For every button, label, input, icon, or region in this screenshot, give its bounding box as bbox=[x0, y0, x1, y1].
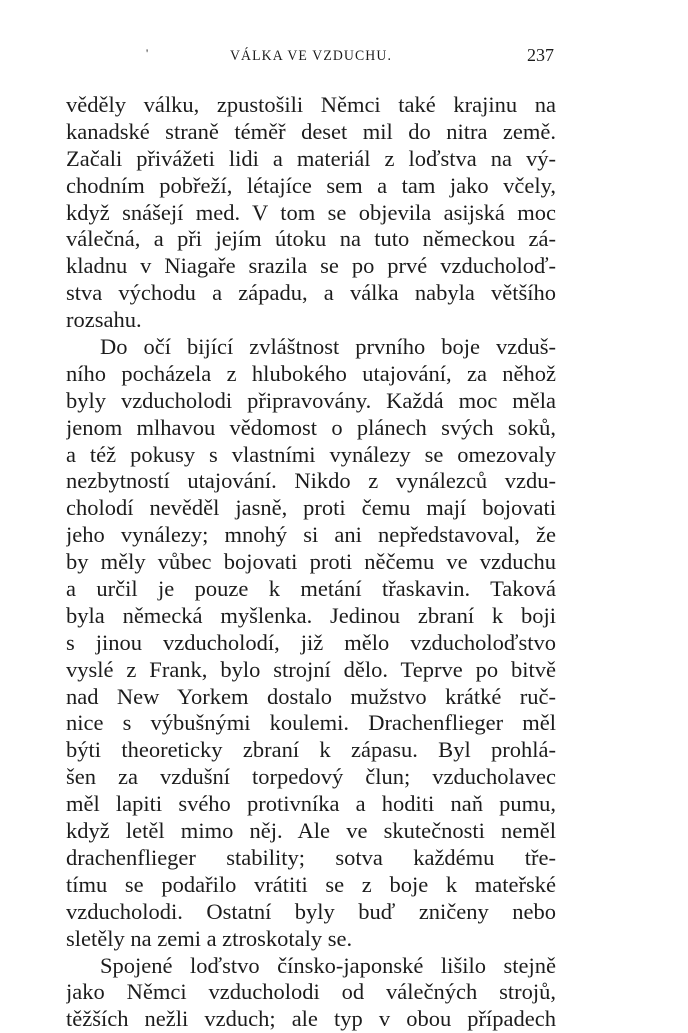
text-line: nad New Yorkem dostalo mužstvo krátké ruč- bbox=[66, 683, 556, 709]
page-header bbox=[66, 44, 556, 70]
text-line: Spojené loďstvo čínsko-japonské lišilo stejně bbox=[100, 952, 556, 978]
text-line: jenom mlhavou vědomost o plánech svých soků, bbox=[66, 414, 556, 440]
text-line: když snášejí med. V tom se objevila asijská moc bbox=[66, 199, 556, 225]
text-line: drachenflieger stability; sotva každému tře- bbox=[66, 844, 556, 870]
text-line: kanadské straně téměř deset mil do nitra země. bbox=[66, 118, 556, 144]
text-line: vzducholodi. Ostatní byly buď zničeny nebo bbox=[66, 898, 556, 924]
text-line: vyslé z Frank, bylo strojní dělo. Teprve po bitvě bbox=[66, 656, 556, 682]
text-line: byly vzducholodi připravovány. Každá moc měla bbox=[66, 387, 556, 413]
body-text bbox=[66, 92, 556, 1033]
running-head: VÁLKA VE VZDUCHU. bbox=[229, 48, 393, 64]
text-line: a též pokusy s vlastními vynálezy se omezovaly bbox=[66, 441, 556, 467]
text-line: těžších nežli vzduch; ale typ v obou případech bbox=[66, 1006, 556, 1032]
text-line: cholodí nevěděl jasně, proti čemu mají bojovati bbox=[66, 495, 556, 521]
text-line: a určil je pouze k metání třaskavin. Taková bbox=[66, 576, 556, 602]
text-line: jeho vynálezy; mnohý si ani nepředstavoval, že bbox=[66, 522, 556, 548]
text-line: stva východu a západu, a válka nabyla většího bbox=[66, 280, 556, 306]
text-line: kladnu v Niagaře srazila se po prvé vzducholoď- bbox=[66, 253, 556, 279]
text-line: věděly válku, zpustošili Němci také krajinu na bbox=[66, 92, 556, 117]
text-line: Do očí bijící zvláštnost prvního boje vzduš- bbox=[100, 334, 556, 360]
text-line: by měly vůbec bojovati proti něčemu ve vzduchu bbox=[66, 549, 556, 575]
text-line: měl lapiti svého protivníka a hoditi naň pumu, bbox=[66, 791, 556, 817]
page-number: 237 bbox=[527, 45, 554, 65]
header-mark: ' bbox=[146, 46, 149, 60]
text-line: nezbytností utajování. Nikdo z vynálezců vzdu- bbox=[66, 468, 556, 494]
text-line: jako Němci vzducholodi od válečných strojů, bbox=[66, 979, 556, 1005]
text-line: rozsahu. bbox=[66, 307, 142, 333]
text-line: tímu se podařilo vrátiti se z boje k mateřské bbox=[66, 871, 556, 897]
text-line: býti theoreticky zbraní k zápasu. Byl prohlá- bbox=[66, 737, 556, 763]
text-line: když letěl mimo něj. Ale ve skutečnosti neměl bbox=[66, 818, 556, 844]
text-line: válečná, a při jejím útoku na tuto německou zá- bbox=[66, 226, 556, 252]
text-line: chodním pobřeží, létajíce sem a tam jako včely, bbox=[66, 172, 556, 198]
text-line: šen za vzdušní torpedový člun; vzducholavec bbox=[66, 764, 556, 790]
text-line: byla německá myšlenka. Jedinou zbraní k boji bbox=[66, 602, 556, 628]
text-line: ního pocházela z hlubokého utajování, za něhož bbox=[66, 360, 556, 386]
text-line: s jinou vzducholodí, již mělo vzducholoďstvo bbox=[66, 629, 556, 655]
text-line: Začali přivážeti lidi a materiál z loďstva na vý- bbox=[66, 145, 556, 171]
text-line: sletěly na zemi a ztroskotaly se. bbox=[66, 925, 353, 951]
text-line: nice s výbušnými koulemi. Drachenflieger měl bbox=[66, 710, 556, 736]
